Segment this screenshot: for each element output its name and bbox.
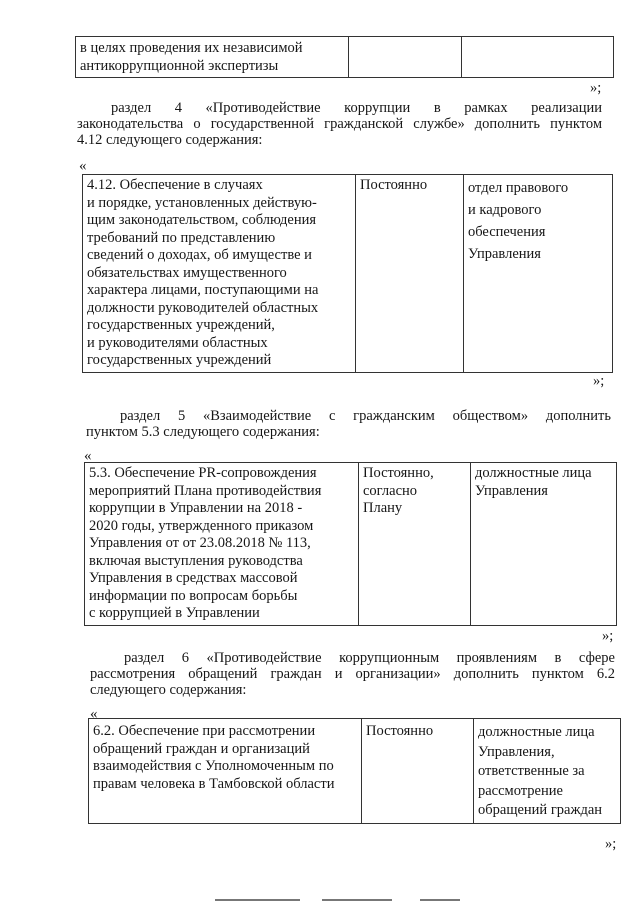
responsible-line: Управления — [468, 246, 541, 262]
item-line: 5.3. Обеспечение PR-сопровождения — [89, 465, 317, 481]
section6-line: следующего содержания: — [90, 682, 247, 698]
section4-line: 4.12 следующего содержания: — [77, 132, 263, 148]
section4-table — [82, 174, 613, 373]
term-line: Постоянно — [366, 723, 434, 739]
term-line: Постоянно, — [363, 465, 434, 481]
section5-item-text — [85, 463, 359, 626]
section4-item-term — [356, 175, 464, 373]
responsible-line: должностные лица — [478, 724, 595, 740]
scan-artifact-line — [420, 899, 460, 901]
item-line: взаимодействия с Уполномоченным по — [93, 758, 334, 774]
top-table-col3 — [462, 37, 614, 78]
opening-quote: « — [79, 158, 87, 174]
section4-line: раздел 4 «Противодействие коррупции в рамках реализации — [111, 100, 602, 116]
top-table — [75, 36, 614, 78]
section5-line: раздел 5 «Взаимодействие с гражданским обществом» дополнить — [120, 408, 611, 424]
section6-line: рассмотрения обращений граждан и организации» дополнить пунктом 6.2 — [90, 666, 615, 682]
responsible-line: отдел правового — [468, 180, 569, 196]
section6-intro — [90, 650, 615, 698]
section5-item-term — [359, 463, 471, 626]
section4-item-text — [83, 175, 356, 373]
item-line: характера лицами, поступающими на — [87, 282, 319, 298]
item-line: 6.2. Обеспечение при рассмотрении — [93, 723, 316, 739]
top-table-line: антикоррупционной экспертизы — [80, 57, 279, 74]
item-line: государственных учреждений, — [87, 317, 275, 333]
item-line: Управления в средствах массовой — [89, 570, 298, 586]
responsible-line: обеспечения — [468, 224, 546, 240]
item-line: государственных учреждений — [87, 352, 272, 368]
section5-line: пунктом 5.3 следующего содержания: — [86, 424, 320, 440]
section4-item-responsible — [464, 175, 613, 373]
opening-quote: « — [84, 448, 92, 464]
item-line: обязательствах имущественного — [87, 264, 287, 281]
responsible-line: обращений граждан — [478, 802, 603, 818]
item-line: с коррупцией в Управлении — [89, 605, 260, 621]
top-table-col1 — [76, 37, 349, 78]
item-line: коррупции в Управлении на 2018 - — [89, 500, 303, 516]
section6-line: раздел 6 «Противодействие коррупционным проявлениям в сфере — [124, 650, 615, 666]
section6-item-term — [362, 719, 474, 824]
scan-artifact-line — [215, 899, 300, 901]
section5-table — [84, 462, 617, 626]
item-line: обращений граждан и организаций — [93, 740, 310, 757]
item-line: и порядке, установленных действую- — [87, 194, 317, 211]
item-line: сведений о доходах, об имуществе и — [87, 247, 312, 263]
section6-table — [88, 718, 621, 824]
closing-quote: »; — [590, 80, 602, 96]
responsible-line: ответственные за — [478, 763, 585, 779]
item-line: и руководителями областных — [87, 334, 268, 351]
item-line: мероприятий Плана противодействия — [89, 482, 322, 499]
section5-intro — [86, 408, 611, 440]
item-line: включая выступления руководства — [89, 552, 303, 569]
section6-item-responsible — [474, 719, 621, 824]
term-line: Постоянно — [360, 177, 428, 193]
item-line: информации по вопросам борьбы — [89, 587, 298, 604]
closing-quote: »; — [605, 836, 617, 852]
item-line: Управления от от 23.08.2018 № 113, — [89, 535, 311, 551]
responsible-line: должностные лица — [475, 465, 592, 481]
responsible-line: и кадрового — [468, 202, 542, 218]
item-line: 2020 годы, утвержденного приказом — [89, 517, 314, 534]
section4-intro — [77, 100, 602, 148]
opening-quote: « — [90, 706, 98, 722]
responsible-line: Управления, — [478, 743, 555, 760]
responsible-line: рассмотрение — [478, 782, 563, 799]
closing-quote: »; — [602, 628, 614, 644]
section6-item-text — [89, 719, 362, 824]
item-line: должности руководителей областных — [87, 299, 319, 316]
term-line: согласно — [363, 482, 418, 499]
top-table-line: в целях проведения их независимой — [80, 40, 303, 56]
item-line: правам человека в Тамбовской области — [93, 775, 335, 792]
top-table-col2 — [349, 37, 462, 78]
closing-quote: »; — [593, 373, 605, 389]
section4-line: законодательства о государственной гражданской службе» дополнить пунктом — [77, 116, 602, 132]
item-line: 4.12. Обеспечение в случаях — [87, 177, 263, 193]
section5-item-responsible — [471, 463, 617, 626]
scan-artifact-line — [322, 899, 392, 901]
item-line: щим законодательством, соблюдения — [87, 212, 317, 228]
term-line: Плану — [363, 500, 403, 516]
responsible-line: Управления — [475, 482, 548, 499]
item-line: требований по представлению — [87, 229, 276, 246]
